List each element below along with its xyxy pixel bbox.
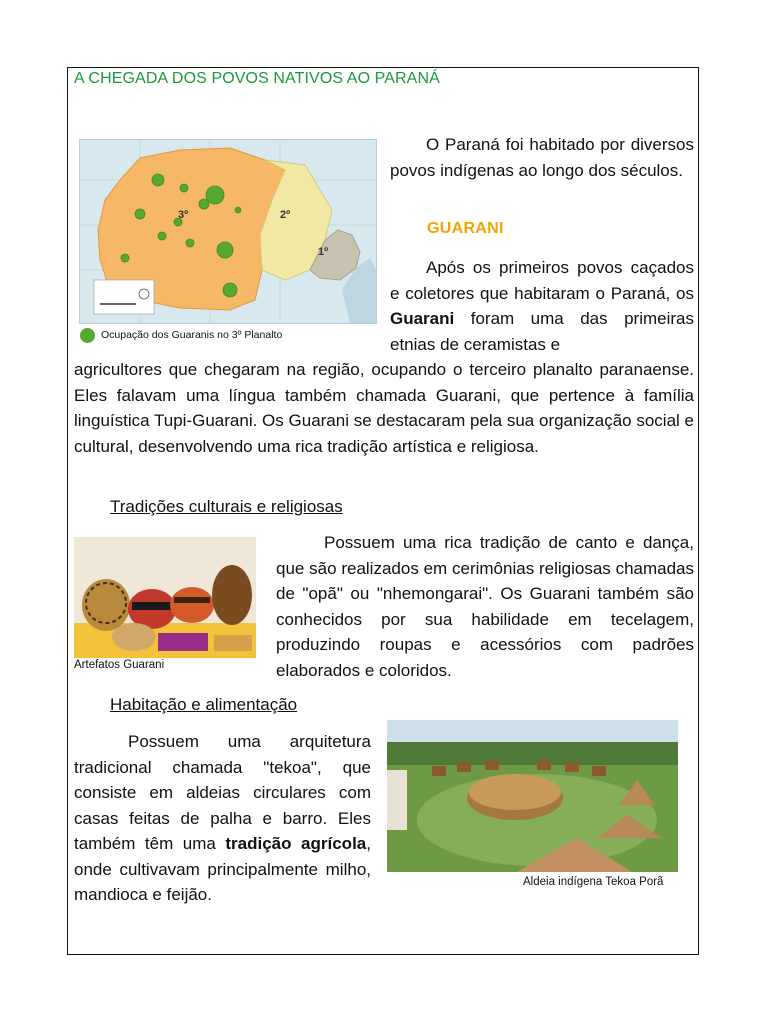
agricultural-bold: tradição agrícola xyxy=(225,834,367,853)
map-label-2nd: 2º xyxy=(280,209,291,221)
map-caption: Ocupação dos Guaranis no 3º Planalto xyxy=(101,329,283,341)
village-caption: Aldeia indígena Tekoa Porã xyxy=(523,876,664,888)
parana-map-svg xyxy=(80,140,376,323)
guarani-paragraph-continuation: agricultores que chegaram na região, ocupando o terceiro planalto paranaense. Eles falavam uma língua também chamada Guarani, que pertence à família linguística Tupi-Guarani. Os Guarani se destacaram pela sua organização social e cultural, desenvolvendo uma rica tradição artística e religiosa. xyxy=(74,360,694,456)
crafts-caption: Artefatos Guarani xyxy=(74,659,165,671)
housing-paragraph: Possuem uma arquitetura tradicional chamada "tekoa", que consiste em aldeias circulares com casas feitas de palha e barro. Eles também têm uma tradição agrícola, onde cultivavam principalmente milho, mandioca e feijão. xyxy=(74,732,371,904)
traditions-paragraph: Possuem uma rica tradição de canto e dança, que são realizados em cerimônias religiosas chamadas de "opã" ou "nhemongarai". Os Guarani também são conhecidos por sua habilidade em tecelagem, produzindo roupas e acessórios com padrões elaborados e coloridos. xyxy=(276,533,694,680)
map-label-3rd: 3º xyxy=(178,209,189,221)
map-scale-box xyxy=(94,280,154,314)
crafts-photo xyxy=(74,537,256,658)
guarani-bold: Guarani xyxy=(390,309,455,328)
map-label-1st: 1º xyxy=(318,246,329,258)
parana-map xyxy=(79,139,377,324)
section-heading-traditions: Tradições culturais e religiosas xyxy=(110,497,343,516)
intro-paragraph: O Paraná foi habitado por diversos povos indígenas ao longo dos séculos. xyxy=(390,135,694,180)
guarani-paragraph-top: Após os primeiros povos caçados e coletores que habitaram o Paraná, os Guarani foram uma das primeiras etnias de ceramistas e xyxy=(390,258,694,354)
section-heading-housing: Habitação e alimentação xyxy=(110,695,298,714)
village-photo xyxy=(387,720,678,872)
guarani-heading: GUARANI xyxy=(427,220,504,237)
page-title: A CHEGADA DOS POVOS NATIVOS AO PARANÁ xyxy=(74,70,440,87)
legend-green-dot xyxy=(80,328,95,343)
